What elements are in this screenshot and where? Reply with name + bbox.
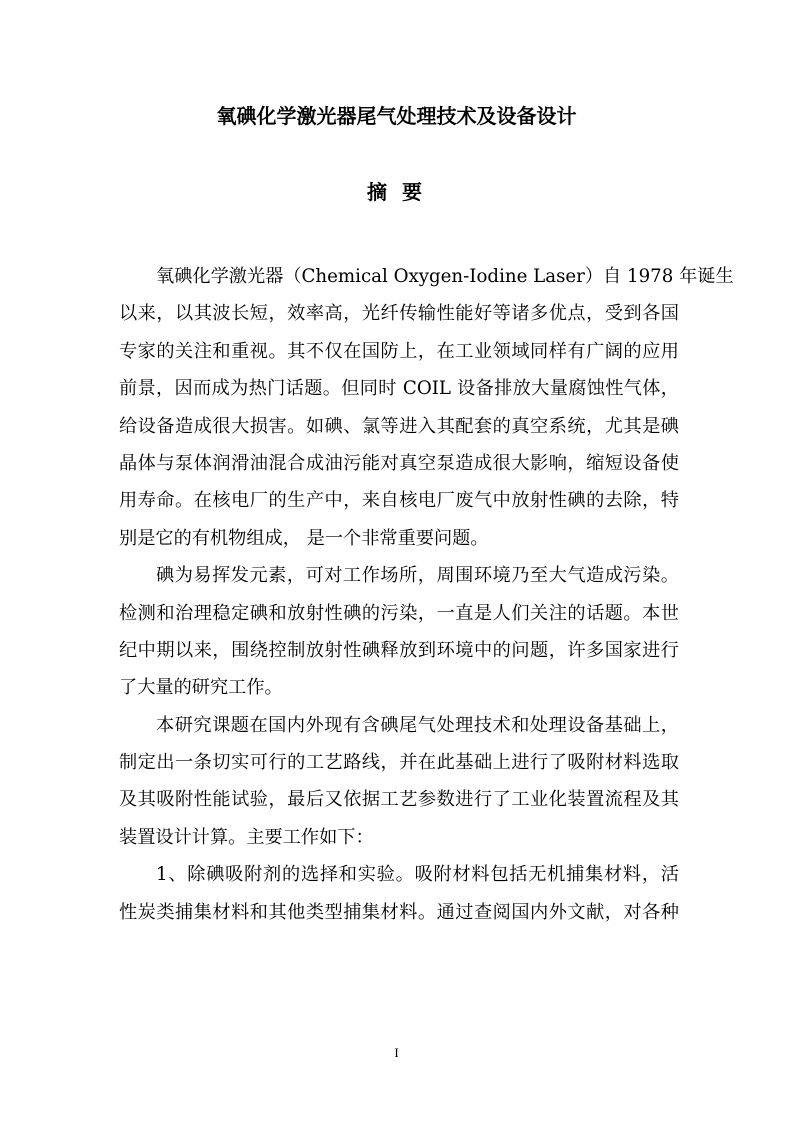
text-line: 制定出一条切实可行的工艺路线，并在此基础上进行了吸附材料选取 [119, 752, 679, 774]
text-line: 及其吸附性能试验，最后又依据工艺参数进行了工业化装置流程及其 [119, 789, 679, 811]
text-line: 氧碘化学激光器（Chemical Oxygen-Iodine Laser）自 1978 年诞生 [156, 266, 734, 287]
text-line: 别是它的有机物组成， 是一个非常重要问题。 [119, 527, 489, 549]
text-line: 了大量的研究工作。 [119, 677, 283, 699]
abstract-heading: 摘 要 [367, 180, 426, 204]
text-line: 检测和治理稳定碘和放射性碘的污染，一直是人们关注的话题。本世 [119, 602, 679, 624]
text-line: 纪中期以来，围绕控制放射性碘释放到环境中的问题，许多国家进行 [119, 639, 679, 661]
text-line: 专家的关注和重视。其不仅在国防上，在工业领域同样有广阔的应用 [119, 340, 679, 362]
text-line: 晶体与泵体润滑油混合成油污能对真空泵造成很大影响，缩短设备使 [119, 452, 679, 474]
text-line: 以来，以其波长短，效率高，光纤传输性能好等诸多优点，受到各国 [119, 303, 679, 325]
document-title: 氧碘化学激光器尾气处理技术及设备设计 [216, 104, 577, 128]
text-line: 1、除碘吸附剂的选择和实验。吸附材料包括无机捕集材料，活 [156, 864, 679, 886]
text-line: 前景，因而成为热门话题。但同时 COIL 设备排放大量腐蚀性气体， [119, 378, 679, 400]
text-line: 性炭类捕集材料和其他类型捕集材料。通过查阅国内外文献，对各种 [119, 901, 679, 923]
text-line: 本研究课题在国内外现有含碘尾气处理技术和处理设备基础上， [156, 714, 679, 736]
text-line: 装置设计计算。主要工作如下： [119, 826, 374, 848]
page-number: I [394, 1045, 399, 1060]
abstract-body [119, 258, 734, 931]
text-line: 碘为易挥发元素，可对工作场所，周围环境乃至大气造成污染。 [156, 565, 679, 587]
text-line: 给设备造成很大损害。如碘、氯等进入其配套的真空系统，尤其是碘 [119, 415, 679, 437]
text-line: 用寿命。在核电厂的生产中，来自核电厂废气中放射性碘的去除，特 [119, 490, 679, 512]
